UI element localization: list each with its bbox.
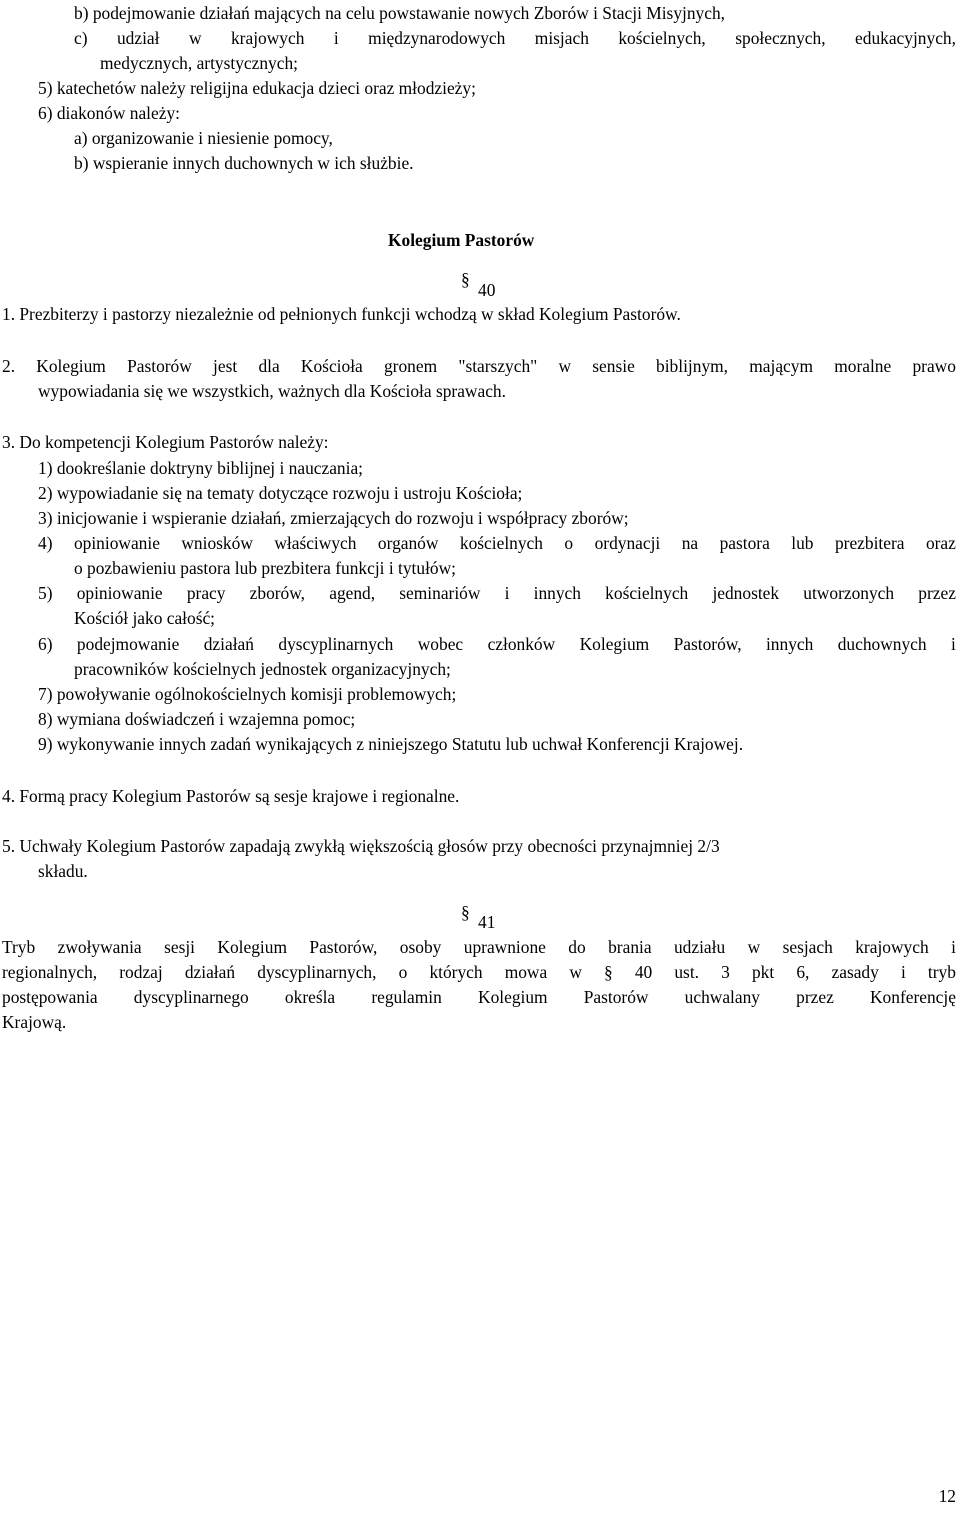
para-40-3-item-9: 9) wykonywanie innych zadań wynikających z niniejszego Statutu lub uchwał Konferencji Krajowej.	[38, 734, 744, 754]
word: Pastorów	[583, 987, 649, 1007]
word: innych	[533, 583, 581, 603]
word: kościelnych,	[618, 28, 706, 48]
intro-item-c	[74, 26, 956, 51]
word: do	[568, 937, 586, 957]
word: innych	[765, 634, 814, 654]
word: krajowych	[855, 937, 929, 957]
intro-item-6: 6) diakonów należy:	[38, 103, 180, 123]
word: dyscyplinarnych	[278, 634, 394, 654]
word: gronem	[383, 356, 438, 376]
word: pkt	[751, 962, 775, 982]
word: i	[504, 583, 510, 603]
para-41-line-2	[2, 960, 956, 985]
word: kościelnych	[459, 533, 543, 553]
word: wniosków	[181, 533, 253, 553]
word: oraz	[925, 533, 956, 553]
para-40-3-item-4-cont: o pozbawieniu pastora lub prezbitera funkcji i tytułów;	[74, 558, 456, 578]
word: i	[333, 28, 339, 48]
word: udział	[116, 28, 160, 48]
word: 6)	[38, 634, 53, 654]
word: w	[188, 28, 202, 48]
intro-item-c-cont: medycznych, artystycznych;	[100, 53, 298, 73]
word: 5)	[38, 583, 53, 603]
word: członków	[487, 634, 556, 654]
word: właściwych	[274, 533, 357, 553]
word: sesji	[164, 937, 195, 957]
word: międzynarodowych	[368, 28, 506, 48]
word: Kolegium	[478, 987, 548, 1007]
word: zborów,	[249, 583, 306, 603]
section-41-number: 41	[478, 912, 496, 932]
word: Konferencję	[870, 987, 956, 1007]
word: jest	[213, 356, 238, 376]
para-40-5-cont: składu.	[38, 861, 88, 881]
para-40-3-item-8: 8) wymiana doświadczeń i wzajemna pomoc;	[38, 709, 356, 729]
word: Tryb	[2, 937, 36, 957]
word: wobec	[417, 634, 464, 654]
word: podejmowanie	[76, 634, 180, 654]
word: działań	[184, 962, 236, 982]
word: Pastorów	[127, 356, 192, 376]
section-41-sign: §	[461, 902, 470, 922]
word: w	[558, 356, 572, 376]
para-40-1: 1. Prezbiterzy i pastorzy niezależnie od pełnionych funkcji wchodzą w skład Kolegium Pastorów.	[2, 304, 681, 324]
word: opiniowanie	[73, 533, 160, 553]
word: Kolegium	[217, 937, 287, 957]
word: brania	[608, 937, 652, 957]
para-41-line-3	[2, 985, 956, 1010]
intro-item-6a: a) organizowanie i niesienie pomocy,	[74, 128, 333, 148]
word: o	[398, 962, 408, 982]
word: utworzonych	[803, 583, 895, 603]
word: Kolegium	[579, 634, 650, 654]
word: osoby	[399, 937, 442, 957]
para-40-3-item-5	[38, 581, 956, 606]
word: Pastorów,	[309, 937, 378, 957]
word: Pastorów,	[673, 634, 742, 654]
word: zasady	[831, 962, 879, 982]
word: i	[951, 937, 956, 957]
word: jednostek	[712, 583, 780, 603]
word: 40	[634, 962, 653, 982]
word: 2.	[2, 356, 16, 376]
word: pastora	[719, 533, 770, 553]
word: ordynacji	[594, 533, 661, 553]
word: prawo	[912, 356, 956, 376]
para-41-line-1	[2, 935, 956, 960]
para-40-3-item-5-cont: Kościół jako całość;	[74, 608, 216, 628]
word: regulamin	[371, 987, 442, 1007]
word: krajowych	[230, 28, 305, 48]
word: postępowania	[2, 987, 98, 1007]
para-40-3-item-4	[38, 531, 956, 556]
word: na	[681, 533, 699, 553]
word: tryb	[927, 962, 956, 982]
para-41-line-4: Krajową.	[2, 1012, 67, 1032]
word: regionalnych,	[2, 962, 98, 982]
word: uchwalany	[684, 987, 760, 1007]
para-40-3-item-1: 1) dookreślanie doktryny biblijnej i nauczania;	[38, 458, 364, 478]
word: dla	[258, 356, 280, 376]
word: sensie	[592, 356, 635, 376]
word: działań	[203, 634, 254, 654]
word: biblijnym,	[656, 356, 729, 376]
word: sesjach	[782, 937, 833, 957]
word: dyscyplinarnego	[133, 987, 249, 1007]
word: prezbitera	[834, 533, 905, 553]
section-heading: Kolegium Pastorów	[388, 230, 535, 250]
word: i	[951, 634, 956, 654]
word: seminariów	[399, 583, 481, 603]
word: edukacyjnych,	[855, 28, 956, 48]
para-40-5: 5. Uchwały Kolegium Pastorów zapadają zwykłą większością głosów przy obecności przynajmniej 2/3	[2, 836, 720, 856]
word: mowa	[504, 962, 548, 982]
word: uprawnione	[463, 937, 546, 957]
word: Kolegium	[36, 356, 106, 376]
word: społecznych,	[735, 28, 826, 48]
word: 3	[721, 962, 730, 982]
para-40-3-item-3: 3) inicjowanie i wspieranie działań, zmierzających do rozwoju i współpracy zborów;	[38, 508, 629, 528]
word: Kościoła	[300, 356, 363, 376]
word: dyscyplinarnych,	[257, 962, 377, 982]
word: misjach	[534, 28, 589, 48]
word: w	[569, 962, 582, 982]
intro-item-b: b) podejmowanie działań mających na celu powstawanie nowych Zborów i Stacji Misyjnych,	[74, 3, 725, 23]
page-number: 12	[938, 1486, 956, 1506]
word: przez	[918, 583, 956, 603]
para-40-2	[2, 354, 956, 379]
word: "starszych"	[458, 356, 538, 376]
word: zwoływania	[57, 937, 142, 957]
word: 4)	[38, 533, 53, 553]
word: których	[429, 962, 483, 982]
intro-item-5: 5) katechetów należy religijna edukacja dzieci oraz młodzieży;	[38, 78, 476, 98]
para-40-3: 3. Do kompetencji Kolegium Pastorów należy:	[2, 432, 329, 452]
section-40-number: 40	[478, 280, 496, 300]
word: agend,	[329, 583, 376, 603]
word: udziału	[673, 937, 726, 957]
word: moralne	[834, 356, 892, 376]
word: lub	[791, 533, 814, 553]
para-40-3-item-7: 7) powoływanie ogólnokościelnych komisji problemowych;	[38, 684, 457, 704]
word: rodzaj	[119, 962, 163, 982]
word: organów	[377, 533, 439, 553]
para-40-3-item-6	[38, 632, 956, 657]
word: §	[604, 962, 613, 982]
word: określa	[284, 987, 336, 1007]
word: przez	[796, 987, 834, 1007]
word: kościelnych	[605, 583, 689, 603]
word: i	[900, 962, 906, 982]
word: duchownych	[837, 634, 927, 654]
intro-item-6b: b) wspieranie innych duchownych w ich służbie.	[74, 153, 414, 173]
word: mającym	[749, 356, 813, 376]
word: pracy	[186, 583, 226, 603]
para-40-4: 4. Formą pracy Kolegium Pastorów są sesje krajowe i regionalne.	[2, 786, 460, 806]
word: opiniowanie	[76, 583, 163, 603]
word: 6,	[796, 962, 810, 982]
word: c)	[74, 28, 88, 48]
section-40-sign: §	[461, 269, 470, 289]
para-40-3-item-6-cont: pracowników kościelnych jednostek organizacyjnych;	[74, 659, 451, 679]
word: w	[747, 937, 761, 957]
para-40-2-cont: wypowiadania się we wszystkich, ważnych dla Kościoła sprawach.	[38, 381, 506, 401]
para-40-3-item-2: 2) wypowiadanie się na tematy dotyczące rozwoju i ustroju Kościoła;	[38, 483, 523, 503]
word: ust.	[674, 962, 700, 982]
word: o	[564, 533, 574, 553]
